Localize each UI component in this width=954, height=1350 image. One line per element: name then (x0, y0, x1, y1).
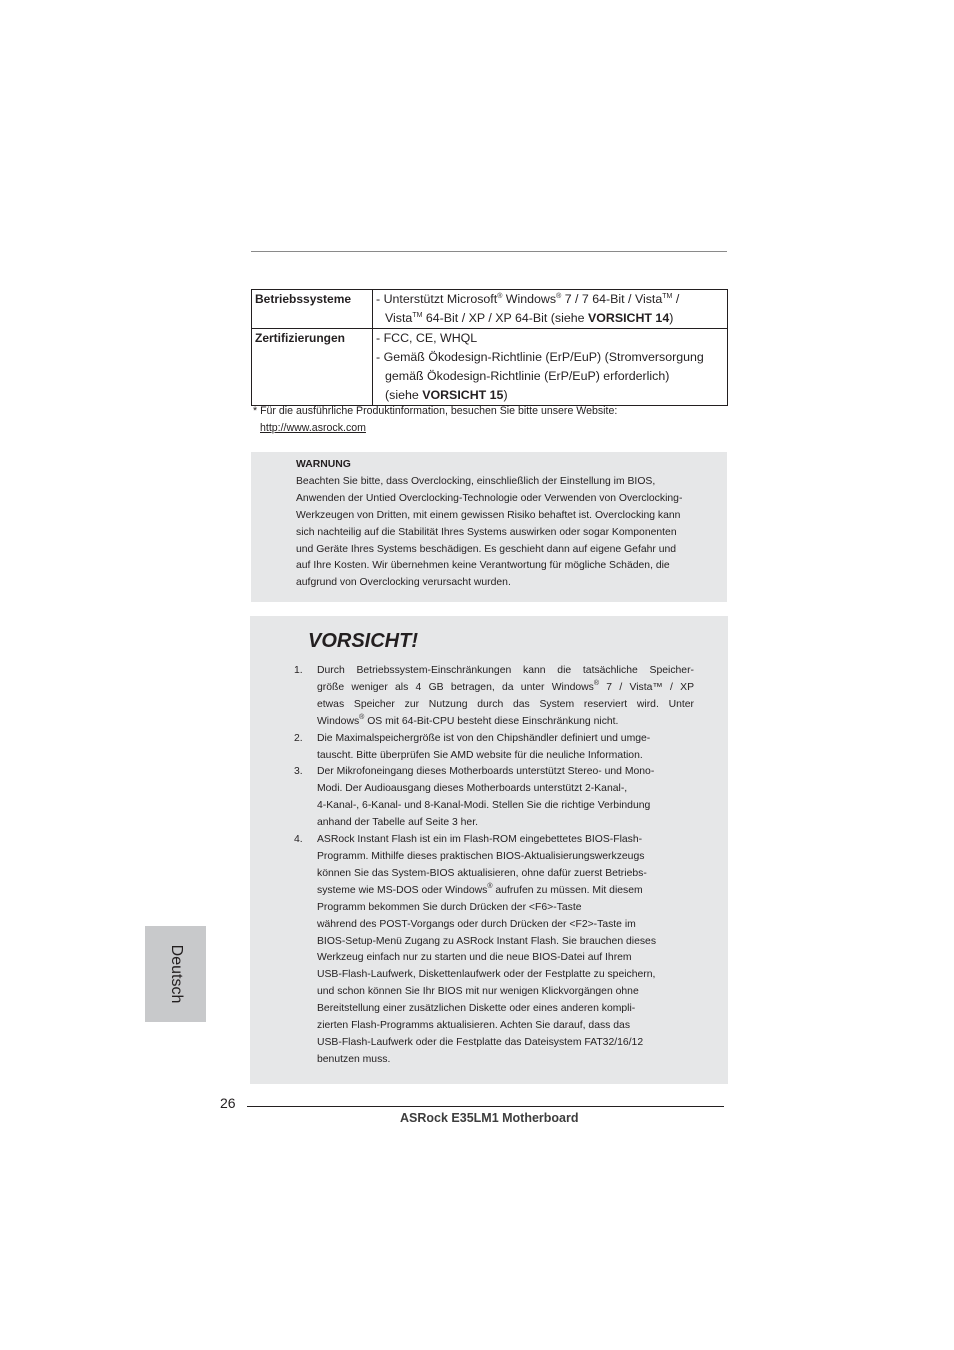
spec-value: - FCC, CE, WHQL - Gemäß Ökodesign-Richtlinie (ErP/EuP) (Stromversorgung gemäß Ökodesign-Richtlinie (ErP/EuP) erforderlich) (siehe VORSICHT 15) (373, 329, 728, 406)
page-number: 26 (220, 1095, 236, 1111)
caution-box (250, 616, 728, 1084)
language-tab-label: Deutsch (167, 944, 185, 1004)
language-tab (145, 926, 206, 1022)
spec-table (251, 289, 728, 406)
footnote (253, 403, 617, 437)
caution-title: VORSICHT! (308, 630, 418, 652)
spec-value: - Unterstützt Microsoft® Windows® 7 / 7 64-Bit / Vista™ / Vista™ 64-Bit / XP / XP 64-Bit (siehe VORSICHT 14) (373, 290, 728, 329)
warning-line: Anwenden der Untied Overclocking-Technologie oder Verwenden von Overclocking- (296, 492, 683, 504)
spec-key: Betriebssysteme (252, 290, 373, 329)
warning-line: und Geräte Ihres Systems beschädigen. Es geschieht dann auf eigene Gefahr und (296, 543, 677, 555)
list-item: 1. Durch Betriebssystem-Einschränkungen kann die tatsächliche Speicher- größe weniger als 4 GB betragen, da unter Windows® 7 / Vista™ / XP etwas Speicher zur Nutzung durch das System reserviert wird. Unter Windows® OS mit 64-Bit-CPU besteht diese Einschränkung nicht. (294, 665, 694, 727)
warning-title: WARNUNG (296, 459, 351, 470)
list-item: 2. Die Maximalspeichergröße ist von den Chipshändler definiert und umge- tauscht. Bitte überprüfen Sie AMD website für die neuliche Information. (294, 732, 651, 761)
list-item: 3. Der Mikrofoneingang dieses Motherboards unterstützt Stereo- und Mono- Modi. Der Audioausgang dieses Motherboards unterstützt 2-Kanal-, 4-Kanal-, 6-Kanal- und 8-Kanal-Modi. Stellen Sie die richtige Verbindung anhand der Tabelle auf Seite 3 her. (294, 766, 655, 829)
warning-box (251, 452, 727, 602)
table-row (252, 329, 728, 406)
top-rule (251, 251, 727, 252)
website-link[interactable]: http://www.asrock.com (260, 422, 366, 434)
warning-line: auf Ihre Kosten. Wir übernehmen keine Verantwortung für mögliche Schäden, die (296, 560, 670, 572)
warning-line: Werkzeugen von Dritten, mit einem gewissen Risiko behaftet ist. Overclocking kann (296, 509, 681, 521)
caution-list (294, 663, 694, 1069)
footnote-text: * Für die ausführliche Produktinformation, besuchen Sie bitte unsere Website: (253, 405, 618, 417)
list-item: 4. ASRock Instant Flash ist ein im Flash-ROM eingebettetes BIOS-Flash- Programm. Mithilfe dieses praktischen BIOS-Aktualisierungswerkzeugs können Sie das System-BIOS aktualisieren, ohne dafür zuerst Betriebs- systeme wie MS-DOS oder Windows® aufrufen zu müssen. Mit diesem Programm bekommen Sie durch Drücken der <F6>-Taste während des POST-Vorgangs oder durch Drücken der <F2>-Taste im BIOS-Setup-Menü Zugang zu ASRock Instant Flash. Sie brauchen dieses Werkzeug einfach nur zu starten und die neue BIOS-Datei auf Ihrem USB-Flash-Laufwerk, Diskettenlaufwerk oder der Festplatte zu speichern, und schon können Sie Ihr BIOS mit nur wenigen Klickvorgängen ohne Bereitstellung einer zusätzlichen Diskette oder eines anderen kompli- zierten Flash-Programms aktualisieren. Achten Sie darauf, dass das USB-Flash-Laufwerk oder die Festplatte das Dateisystem FAT32/16/12 benutzen muss. (294, 834, 657, 1065)
warning-line: sich nachteilig auf die Stabilität Ihres Systems auswirken oder sogar Komponenten (296, 526, 677, 538)
footer-rule (247, 1106, 724, 1107)
table-row (252, 290, 728, 329)
spec-key: Zertifizierungen (252, 329, 373, 406)
footer-title: ASRock E35LM1 Motherboard (400, 1111, 579, 1125)
warning-line: Beachten Sie bitte, dass Overclocking, einschließlich der Einstellung im BIOS, (296, 475, 656, 487)
warning-line: aufgrund von Overclocking verursacht wurden. (296, 577, 511, 589)
